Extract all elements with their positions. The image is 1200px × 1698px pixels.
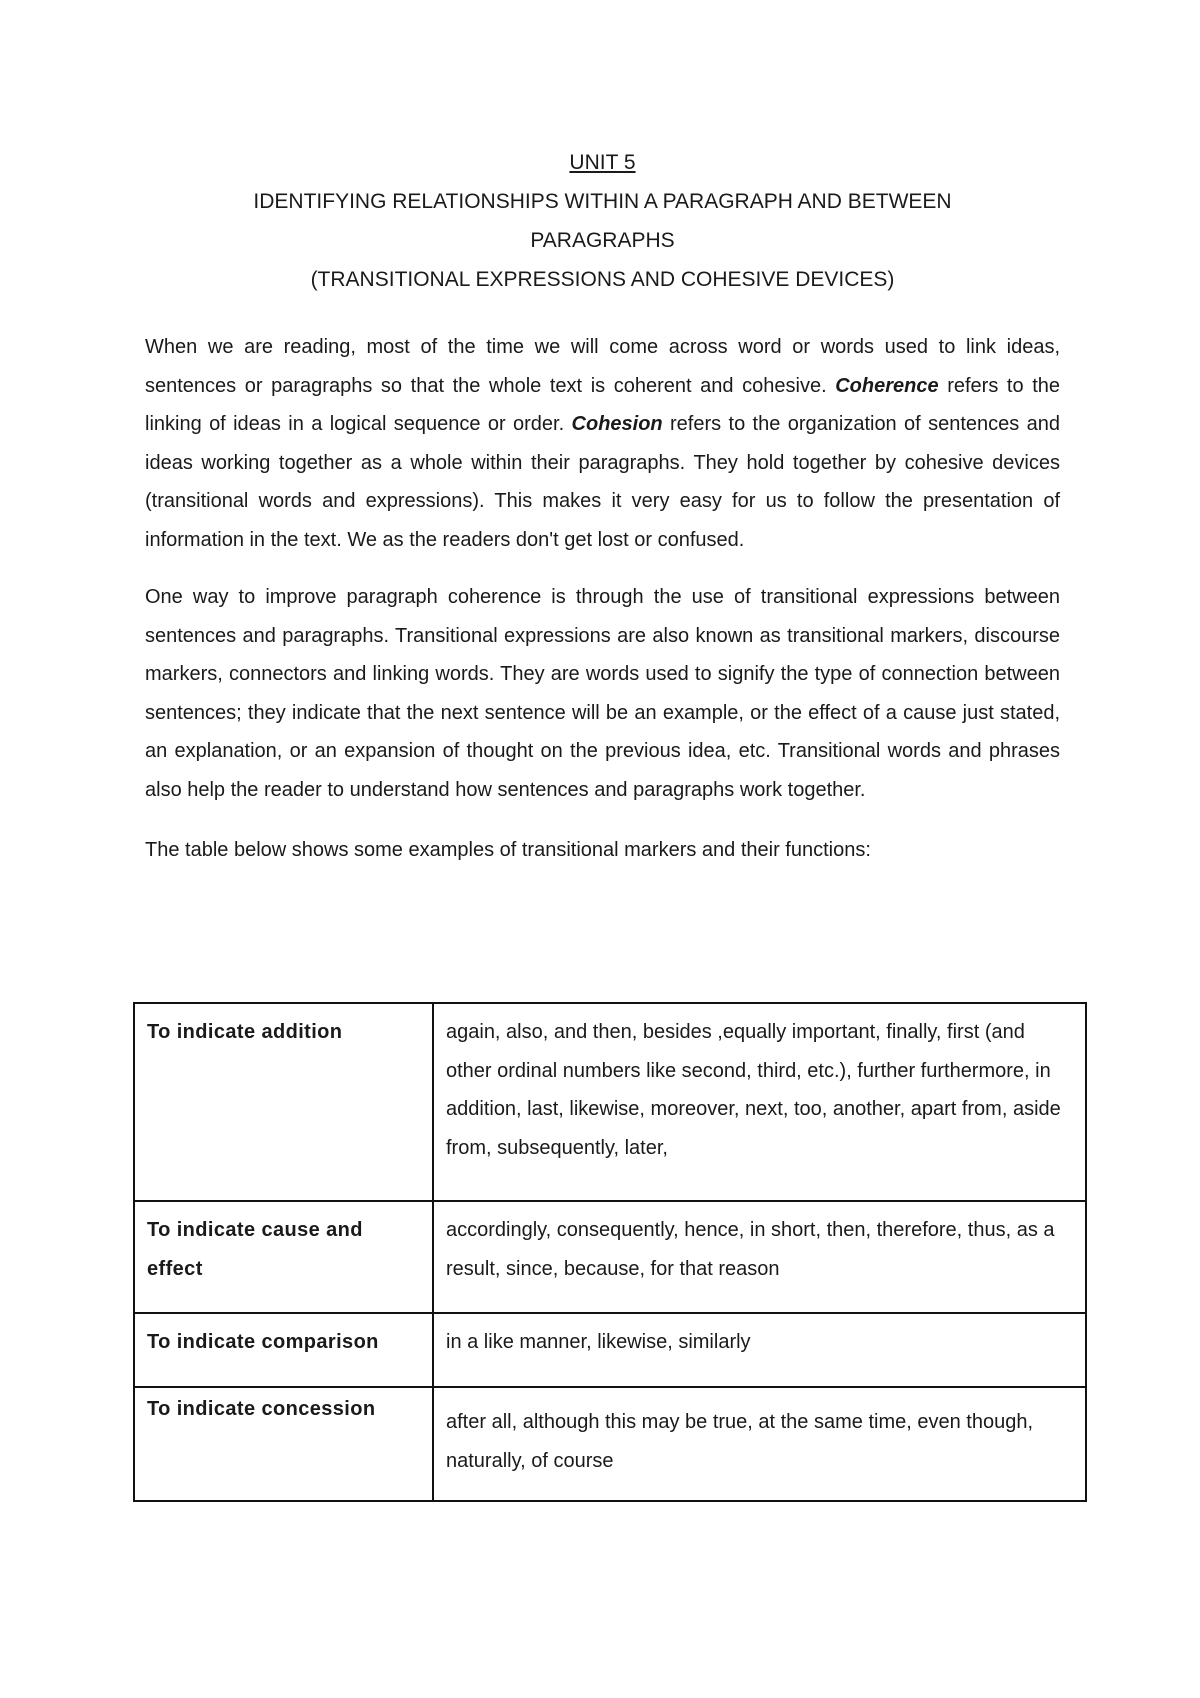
table-row bbox=[134, 1387, 1086, 1501]
paragraph-1-part-2: refers to the linking of ideas in a logical sequence or order. bbox=[145, 374, 1060, 435]
title-line-1: IDENTIFYING RELATIONSHIPS WITHIN A PARAGRAPH AND BETWEEN bbox=[253, 190, 952, 213]
document-page bbox=[145, 143, 1060, 886]
paragraph-1-part-1: When we are reading, most of the time we will come across word or words used to link ideas, sentences or paragraphs so that the whole text is coherent and cohesive. bbox=[145, 336, 1060, 397]
examples-cell: accordingly, consequently, hence, in short, then, therefore, thus, as a result, since, because, for that reason bbox=[433, 1201, 1086, 1313]
function-cell: To indicate cause and effect bbox=[134, 1201, 433, 1313]
function-cell: To indicate addition bbox=[134, 1003, 433, 1201]
function-cell: To indicate concession bbox=[134, 1387, 433, 1501]
term-coherence: Coherence bbox=[835, 374, 939, 397]
table-row bbox=[134, 1201, 1086, 1313]
table-intro: The table below shows some examples of transitional markers and their functions: bbox=[145, 839, 871, 861]
paragraph-1 bbox=[145, 328, 1060, 559]
function-cell: To indicate comparison bbox=[134, 1313, 433, 1387]
table-row bbox=[134, 1003, 1086, 1201]
term-cohesion: Cohesion bbox=[571, 413, 663, 435]
paragraph-1-part-3: refers to the organization of sentences and ideas working together as a whole within their paragraphs. They hold together by cohesive devices (transitional words and expressions). This makes it very easy for us to follow the presentation of information in the text. We as the readers don't get lost or confused. bbox=[145, 413, 1060, 551]
title-line-2: PARAGRAPHS bbox=[530, 229, 675, 252]
examples-cell: in a like manner, likewise, similarly bbox=[433, 1313, 1086, 1387]
transitional-markers-table bbox=[133, 1002, 1087, 1502]
subtitle: (TRANSITIONAL EXPRESSIONS AND COHESIVE DEVICES) bbox=[310, 268, 895, 291]
examples-cell: again, also, and then, besides ,equally important, finally, first (and other ordinal numbers like second, third, etc.), further furthermore, in addition, last, likewise, moreover, next, too, another, apart from, aside from, subsequently, later, bbox=[433, 1003, 1086, 1201]
heading-block bbox=[145, 143, 1060, 299]
paragraph-2: One way to improve paragraph coherence is through the use of transitional expressions between sentences and paragraphs. Transitional expressions are also known as transitional markers, discourse markers, connectors and linking words. They are words used to signify the type of connection between sentences; they indicate that the next sentence will be an example, or the effect of a cause just stated, an explanation, or an expansion of thought on the previous idea, etc. Transitional words and phrases also help the reader to understand how sentences and paragraphs work together. bbox=[145, 586, 1060, 801]
examples-cell: after all, although this may be true, at the same time, even though, naturally, of course bbox=[433, 1387, 1086, 1501]
table-row bbox=[134, 1313, 1086, 1387]
unit-title: UNIT 5 bbox=[569, 151, 636, 174]
